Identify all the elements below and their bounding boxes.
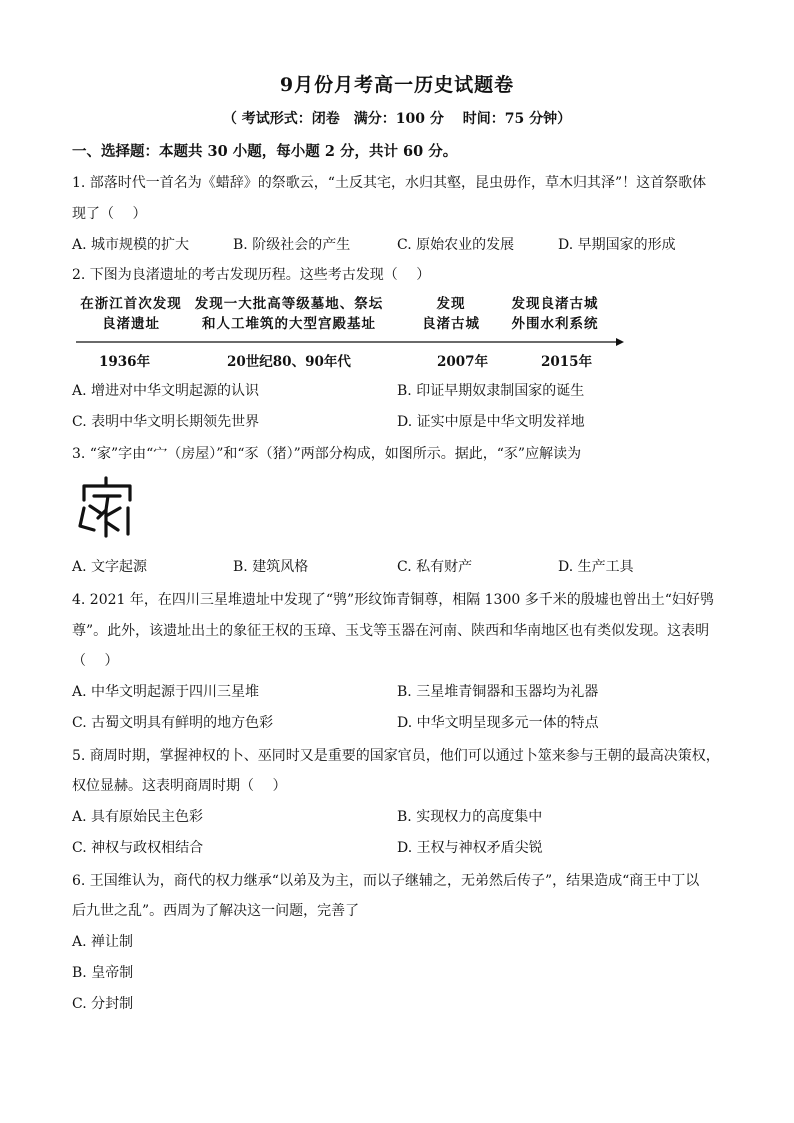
timeline-event-1-line2: 良渚遗址 xyxy=(102,316,160,332)
timeline-event-2-line1: 发现一大批高等级墓地、祭坛 xyxy=(194,296,384,312)
q5-option-d: D. 王权与神权矛盾尖锐 xyxy=(397,840,543,856)
timeline-event-2-line2: 和人工堆筑的大型宫殿基址 xyxy=(202,316,376,332)
q1-option-b: B. 阶级社会的产生 xyxy=(233,237,351,253)
q6-option-c: C. 分封制 xyxy=(72,996,134,1012)
q4-option-d: D. 中华文明呈现多元一体的特点 xyxy=(397,715,599,731)
q3-option-b: B. 建筑风格 xyxy=(233,559,309,575)
q5-option-b: B. 实现权力的高度集中 xyxy=(397,809,543,825)
timeline-event-1-line1: 在浙江首次发现 xyxy=(80,296,182,312)
exam-info: （ 考试形式：闭卷 满分：100 分 时间：75 分钟） xyxy=(222,111,572,127)
timeline-year-4: 2015年 xyxy=(541,354,593,370)
q6-option-a: A. 禅让制 xyxy=(72,934,134,950)
timeline-event-4 xyxy=(500,294,610,334)
q2-stem: 2. 下图为良渚遗址的考古发现历程。这些考古发现（ ） xyxy=(72,267,431,283)
q4-stem-line2: 尊”。此外，该遗址出土的象征王权的玉璋、玉戈等玉器在河南、陕西和华南地区也有类似发现。这表明 xyxy=(72,623,710,639)
q5-option-c: C. 神权与政权相结合 xyxy=(72,840,204,856)
q6-stem-line2: 后九世之乱”。西周为了解决这一问题，完善了 xyxy=(72,903,360,919)
q3-option-a: A. 文字起源 xyxy=(72,559,148,575)
q2-option-a: A. 增进对中华文明起源的认识 xyxy=(72,383,260,399)
timeline-event-4-line1: 发现良渚古城 xyxy=(511,296,599,312)
q1-stem-line1: 1. 部落时代一首名为《蜡辞》的祭歌云，“土反其宅，水归其壑，昆虫毋作，草木归其泽”！这首祭歌体 xyxy=(72,175,707,191)
q1-stem-line2: 现了（ ） xyxy=(72,206,147,222)
timeline-year-3: 2007年 xyxy=(437,354,489,370)
liangzhu-timeline xyxy=(72,292,632,372)
q5-stem-line1: 5. 商周时期，掌握神权的卜、巫同时又是重要的国家官员，他们可以通过卜筮来参与王朝的最高决策权， xyxy=(72,748,720,764)
q6-option-b: B. 皇帝制 xyxy=(72,965,134,981)
q5-option-a: A. 具有原始民主色彩 xyxy=(72,809,204,825)
oracle-jia-character-figure xyxy=(76,474,138,540)
timeline-year-1: 1936年 xyxy=(99,354,151,370)
timeline-event-3 xyxy=(416,294,486,334)
page-title: 9月份月考高一历史试题卷 xyxy=(279,74,515,96)
q4-stem-line3: （ ） xyxy=(72,653,119,669)
q4-stem-line1: 4. 2021 年，在四川三星堆遗址中发现了“鸮”形纹饰青铜尊，相隔 1300 多千米的殷墟也曾出土“妇好鸮 xyxy=(72,592,714,608)
timeline-event-3-line2: 良渚古城 xyxy=(422,316,480,332)
timeline-event-4-line2: 外围水利系统 xyxy=(511,316,599,332)
timeline-year-2: 20世纪80、90年代 xyxy=(227,354,351,370)
q2-option-c: C. 表明中华文明长期领先世界 xyxy=(72,414,260,430)
q3-stem: 3. “家”字由“宀（房屋）”和“豕（猪）”两部分构成，如图所示。据此，“豕”应解读为 xyxy=(72,446,582,462)
q3-option-d: D. 生产工具 xyxy=(558,559,634,575)
q2-option-d: D. 证实中原是中华文明发祥地 xyxy=(397,414,585,430)
q5-stem-line2: 权位显赫。这表明商周时期（ ） xyxy=(72,778,287,794)
q1-option-d: D. 早期国家的形成 xyxy=(558,237,676,253)
q1-option-a: A. 城市规模的扩大 xyxy=(72,237,190,253)
q4-option-a: A. 中华文明起源于四川三星堆 xyxy=(72,684,260,700)
timeline-event-3-line1: 发现 xyxy=(436,296,466,312)
q4-option-c: C. 古蜀文明具有鲜明的地方色彩 xyxy=(72,715,274,731)
q1-option-c: C. 原始农业的发展 xyxy=(397,237,515,253)
q3-option-c: C. 私有财产 xyxy=(397,559,473,575)
section-heading: 一、选择题：本题共 30 小题，每小题 2 分，共计 60 分。 xyxy=(72,143,458,160)
q2-option-b: B. 印证早期奴隶制国家的诞生 xyxy=(397,383,585,399)
timeline-event-2 xyxy=(194,294,384,334)
timeline-event-1 xyxy=(72,294,190,334)
q6-stem-line1: 6. 王国维认为，商代的权力继承“以弟及为主，而以子继辅之，无弟然后传子”，结果造成“商王中丁以 xyxy=(72,873,700,889)
q4-option-b: B. 三星堆青铜器和玉器均为礼器 xyxy=(397,684,599,700)
